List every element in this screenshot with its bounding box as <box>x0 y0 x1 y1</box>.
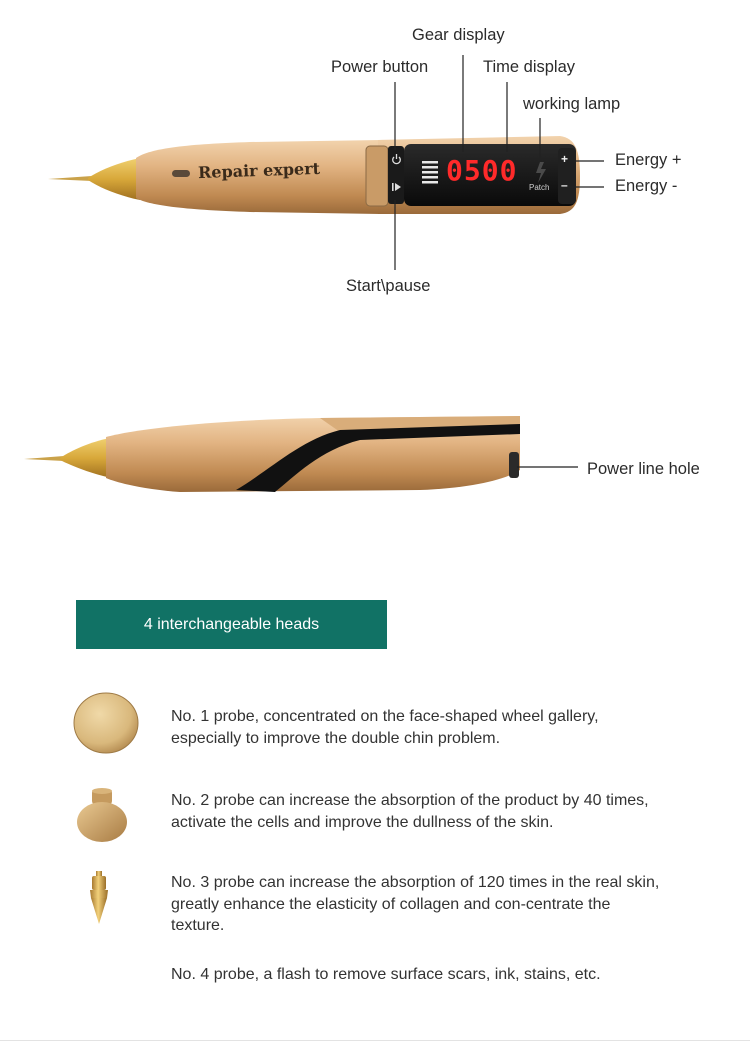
spike-probe-icon <box>86 870 112 926</box>
head-4-description: No. 4 probe, a flash to remove surface scars, ink, stains, etc. <box>171 966 601 983</box>
heads-section-title-text: 4 interchangeable heads <box>143 615 320 633</box>
label-power-line-hole: Power line hole <box>587 460 700 478</box>
label-time-display: Time display <box>483 58 575 76</box>
top-pen-tip <box>88 158 140 200</box>
mushroom-probe-icon <box>74 786 130 844</box>
energy-minus-symbol: – <box>561 178 568 192</box>
head-1-description: No. 1 probe, concentrated on the face-shaped wheel gallery, especially to improve the double chin problem. <box>171 708 599 747</box>
top-pen-slot <box>172 170 190 177</box>
head-3-description: No. 3 probe can increase the absorption of 120 times in the real skin, greatly enhance the elasticity of collagen and con-centrate the texture. <box>171 874 660 934</box>
label-working-lamp: working lamp <box>523 95 621 113</box>
patch-label: Patch <box>529 183 550 192</box>
top-pen-needle <box>48 176 92 181</box>
energy-plus-symbol: + <box>561 152 569 166</box>
label-energy-plus: Energy + <box>615 151 682 169</box>
side-pen-tip <box>60 438 112 478</box>
label-energy-minus: Energy - <box>615 177 678 195</box>
power-line-hole-port <box>509 452 519 478</box>
heads-section-title <box>76 600 387 649</box>
label-gear-display: Gear display <box>412 26 505 44</box>
brand-text: Repair expert <box>197 158 321 183</box>
time-display-value: 0500 <box>446 154 518 187</box>
side-pen <box>24 416 520 492</box>
head-2-description: No. 2 probe can increase the absorption of the product by 40 times, activate the cells and improve the dullness of the skin. <box>171 792 649 831</box>
label-power-button: Power button <box>331 58 429 76</box>
bottom-divider <box>0 1040 750 1041</box>
side-pen-needle <box>24 456 64 461</box>
top-pen-button-strip <box>366 146 388 206</box>
flat-disc-probe-icon <box>72 690 140 756</box>
label-start-pause: Start\pause <box>346 277 431 295</box>
